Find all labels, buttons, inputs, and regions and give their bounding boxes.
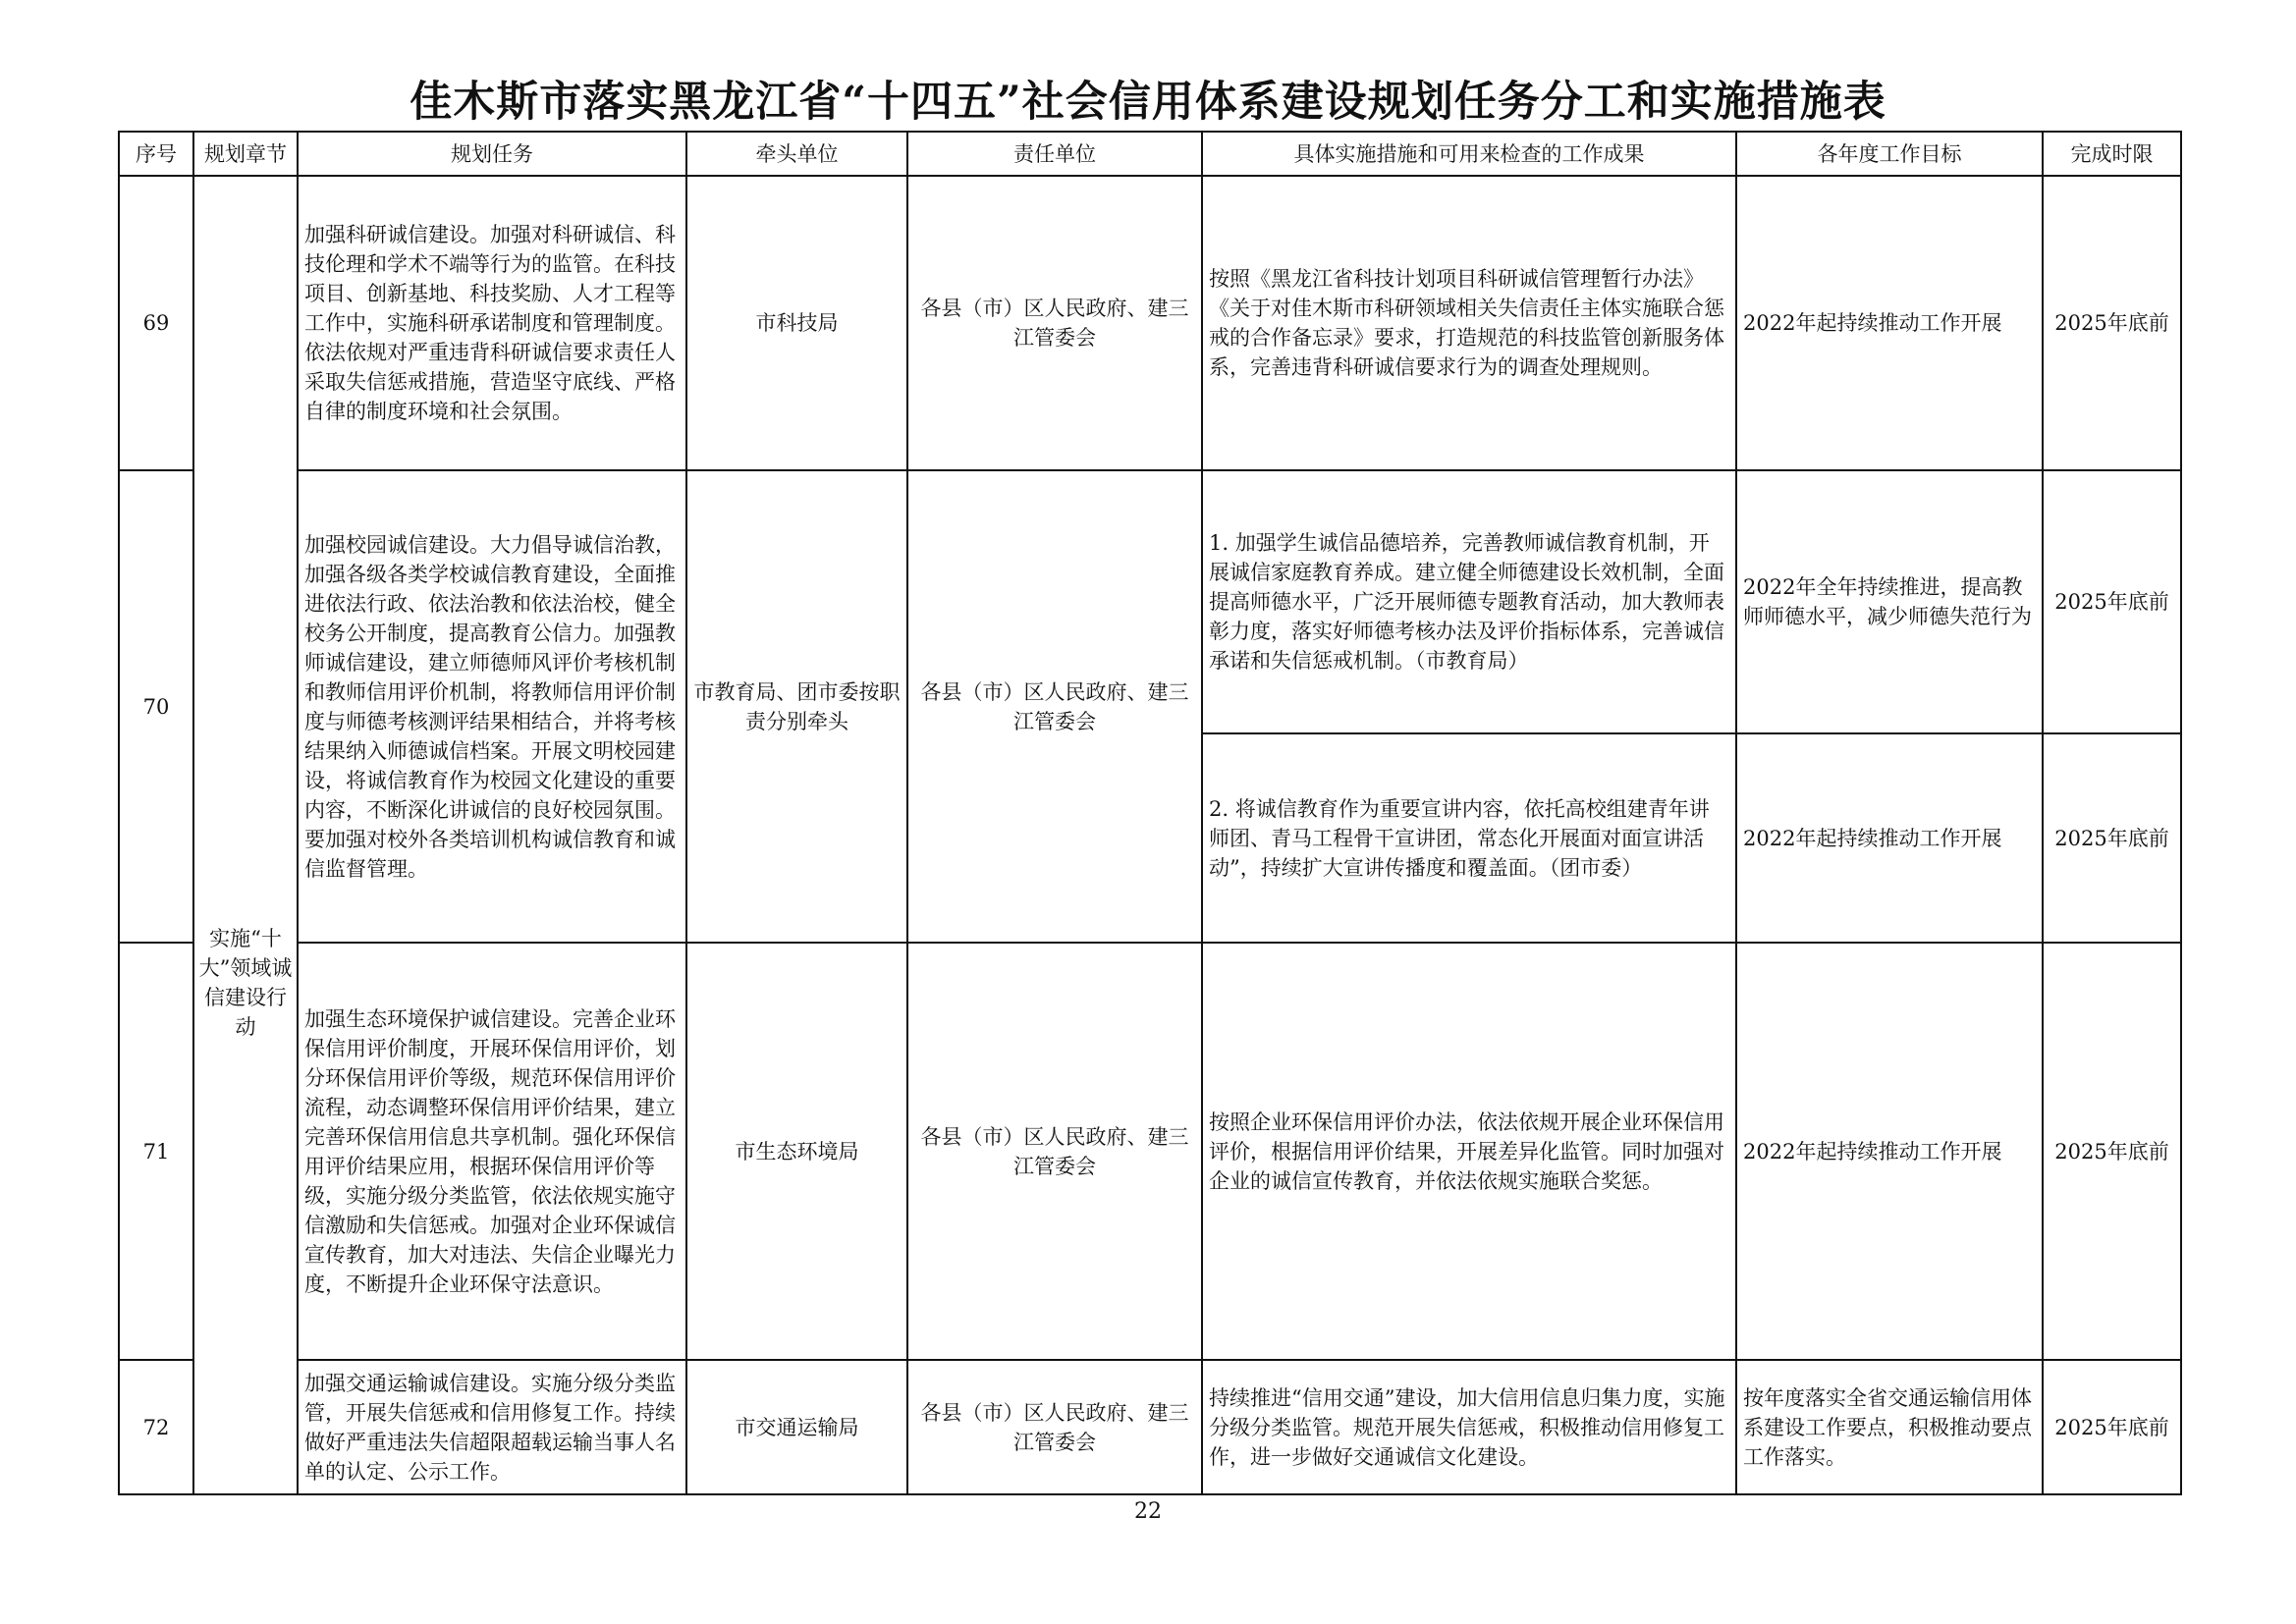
measure-cell: 持续推进“信用交通”建设，加大信用信息归集力度，实施分级分类监管。规范开展失信惩戒，积极推动信用修复工作，进一步做好交通诚信文化建设。	[1202, 1360, 1736, 1494]
header-annual-goal: 各年度工作目标	[1736, 132, 2043, 176]
task-cell: 加强科研诚信建设。加强对科研诚信、科技伦理和学术不端等行为的监管。在科技项目、创新基地、科技奖励、人才工程等工作中，实施科研承诺制度和管理制度。依法依规对严重违背科研诚信要求责任人采取失信惩戒措施，营造坚守底线、严格自律的制度环境和社会氛围。	[298, 176, 686, 470]
lead-unit-cell: 市交通运输局	[686, 1360, 907, 1494]
measure-cell: 按照《黑龙江省科技计划项目科研诚信管理暂行办法》《关于对佳木斯市科研领域相关失信责任主体实施联合惩戒的合作备忘录》要求，打造规范的科技监管创新服务体系，完善违背科研诚信要求行为的调查处理规则。	[1202, 176, 1736, 470]
task-cell: 加强生态环境保护诚信建设。完善企业环保信用评价制度，开展环保信用评价，划分环保信用评价等级，规范环保信用评价流程，动态调整环保信用评价结果，建立完善环保信用信息共享机制。强化环保信用评价结果应用，根据环保信用评价等级，实施分级分类监管，依法依规实施守信激励和失信惩戒。加强对企业环保诚信宣传教育，加大对违法、失信企业曝光力度，不断提升企业环保守法意识。	[298, 943, 686, 1360]
chapter-cell	[193, 176, 298, 1494]
header-measures: 具体实施措施和可用来检查的工作成果	[1202, 132, 1736, 176]
table-row	[119, 176, 2181, 470]
header-deadline: 完成时限	[2043, 132, 2181, 176]
page-title: 佳木斯市落实黑龙江省“十四五”社会信用体系建设规划任务分工和实施措施表	[410, 78, 1886, 127]
row-number: 71	[119, 943, 193, 1360]
lead-unit-cell: 市教育局、团市委按职责分别牵头	[686, 470, 907, 943]
header-lead-unit: 牵头单位	[686, 132, 907, 176]
lead-unit-cell: 市生态环境局	[686, 943, 907, 1360]
page-number: 22	[1134, 1499, 1162, 1524]
row-number: 69	[119, 176, 193, 470]
responsible-unit-cell: 各县（市）区人民政府、建三江管委会	[907, 470, 1202, 943]
row-number: 70	[119, 470, 193, 943]
deadline-cell: 2025年底前	[2043, 1360, 2181, 1494]
table-row	[119, 470, 2181, 733]
header-chapter: 规划章节	[193, 132, 298, 176]
header-no: 序号	[119, 132, 193, 176]
responsible-unit-cell: 各县（市）区人民政府、建三江管委会	[907, 1360, 1202, 1494]
chapter-label: 实施“十大”领域诚信建设行动	[198, 926, 293, 1039]
deadline-cell: 2025年底前	[2043, 943, 2181, 1360]
header-task: 规划任务	[298, 132, 686, 176]
measure-cell: 1. 加强学生诚信品德培养，完善教师诚信教育机制，开展诚信家庭教育养成。建立健全师德建设长效机制，全面提高师德水平，广泛开展师德专题教育活动，加大教师表彰力度，落实好师德考核办法及评价指标体系，完善诚信承诺和失信惩戒机制。（市教育局）	[1202, 470, 1736, 733]
measure-cell: 按照企业环保信用评价办法，依法依规开展企业环保信用评价，根据信用评价结果，开展差异化监管。同时加强对企业的诚信宣传教育，并依法依规实施联合奖惩。	[1202, 943, 1736, 1360]
responsible-unit-cell: 各县（市）区人民政府、建三江管委会	[907, 943, 1202, 1360]
measure-cell: 2. 将诚信教育作为重要宣讲内容，依托高校组建青年讲师团、青马工程骨干宣讲团，常态化开展面对面宣讲活动”，持续扩大宣讲传播度和覆盖面。（团市委）	[1202, 733, 1736, 943]
goal-cell: 2022年起持续推动工作开展	[1736, 176, 2043, 470]
goal-cell: 2022年全年持续推进，提高教师师德水平，减少师德失范行为	[1736, 470, 2043, 733]
task-cell: 加强校园诚信建设。大力倡导诚信治教，加强各级各类学校诚信教育建设，全面推进依法行政、依法治教和依法治校，健全校务公开制度，提高教育公信力。加强教师诚信建设，建立师德师风评价考核机制和教师信用评价机制，将教师信用评价制度与师德考核测评结果相结合，并将考核结果纳入师德诚信档案。开展文明校园建设，将诚信教育作为校园文化建设的重要内容，不断深化讲诚信的良好校园氛围。要加强对校外各类培训机构诚信教育和诚信监督管理。	[298, 470, 686, 943]
deadline-cell: 2025年底前	[2043, 470, 2181, 733]
responsible-unit-cell: 各县（市）区人民政府、建三江管委会	[907, 176, 1202, 470]
table-row	[119, 1360, 2181, 1494]
deadline-cell: 2025年底前	[2043, 733, 2181, 943]
table-header-row	[119, 132, 2181, 176]
task-table	[118, 131, 2182, 1495]
deadline-cell: 2025年底前	[2043, 176, 2181, 470]
goal-cell: 2022年起持续推动工作开展	[1736, 733, 2043, 943]
table-row	[119, 943, 2181, 1360]
row-number: 72	[119, 1360, 193, 1494]
task-cell: 加强交通运输诚信建设。实施分级分类监管，开展失信惩戒和信用修复工作。持续做好严重违法失信超限超载运输当事人名单的认定、公示工作。	[298, 1360, 686, 1494]
header-responsible-unit: 责任单位	[907, 132, 1202, 176]
goal-cell: 按年度落实全省交通运输信用体系建设工作要点，积极推动要点工作落实。	[1736, 1360, 2043, 1494]
goal-cell: 2022年起持续推动工作开展	[1736, 943, 2043, 1360]
lead-unit-cell: 市科技局	[686, 176, 907, 470]
